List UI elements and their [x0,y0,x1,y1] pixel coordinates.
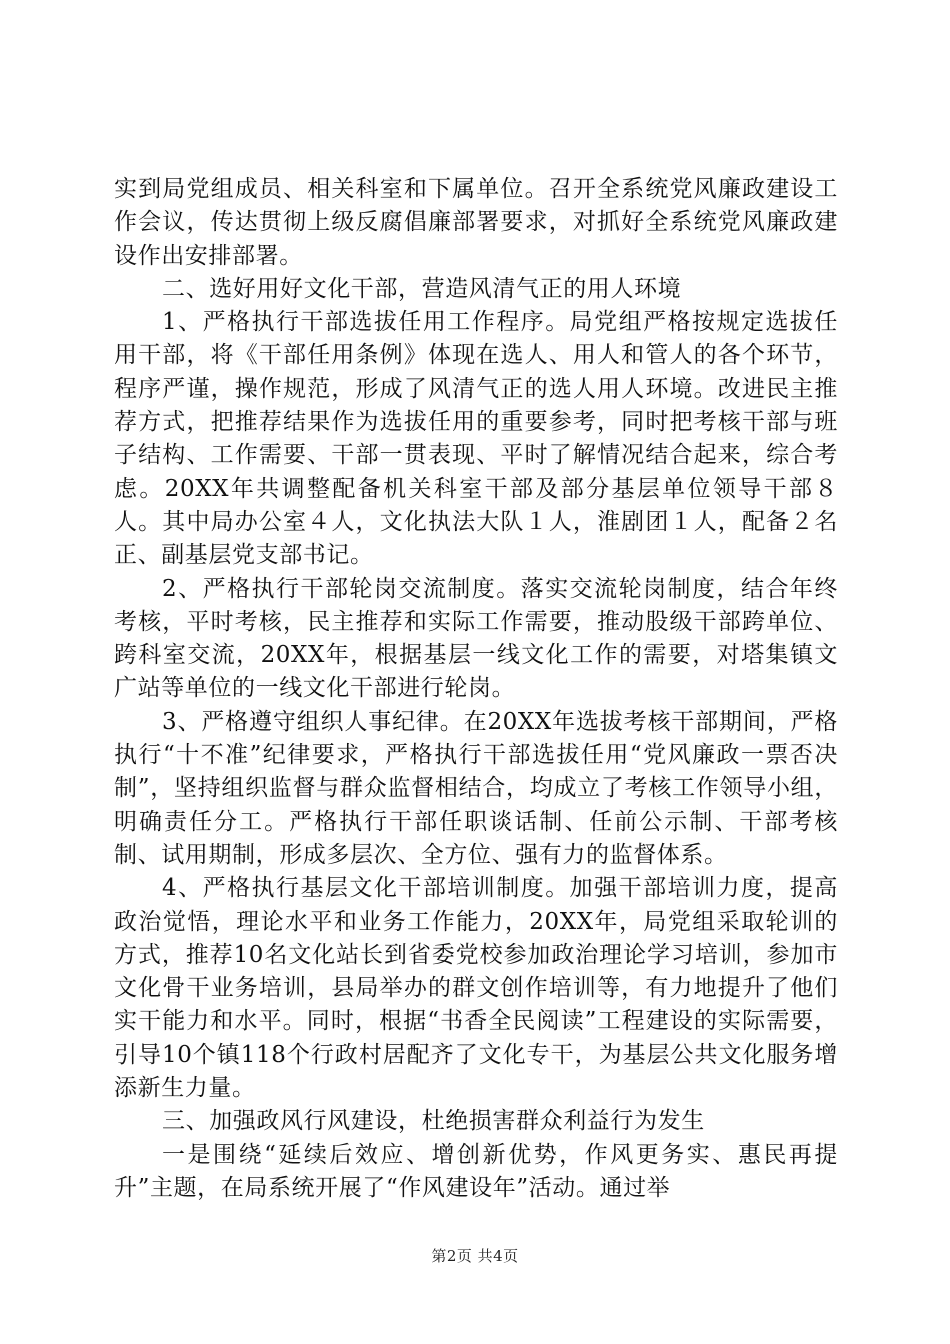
paragraph-item-2: 2、严格执行干部轮岗交流制度。落实交流轮岗制度，结合年终考核，平时考核，民主推荐和实际工作需要，推动股级干部跨单位、跨科室交流，20XX年，根据基层一线文化工作的需要，对塔集镇文广站等单位的一线文化干部进行轮岗。 [114,575,838,702]
section-heading-three: 三、加强政风行风建设，杜绝损害群众利益行为发生 [162,1108,705,1135]
page-number-footer: 第2页 共4页 [431,1247,519,1265]
paragraph-item-4: 4、严格执行基层文化干部培训制度。加强干部培训力度，提高政治觉悟，理论水平和业务工作能力，20XX年，局党组采取轮训的方式，推荐10名文化站长到省委党校参加政治理论学习培训，参加市文化骨干业务培训，县局举办的群文创作培训等，有力地提升了他们实干能力和水平。同时，根据“书香全民阅读”工程建设的实际需要，引导10个镇118个行政村居配齐了文化专干，为基层公共文化服务增添新生力量。 [114,875,838,1102]
document-body [114,173,838,1205]
section-heading-two: 二、选好用好文化干部，营造风清气正的用人环境 [162,275,682,302]
paragraph-continuation: 实到局党组成员、相关科室和下属单位。召开全系统党风廉政建设工作会议，传达贯彻上级反腐倡廉部署要求，对抓好全系统党风廉政建设作出安排部署。 [114,176,838,269]
paragraph-point-one: 一是围绕“延续后效应、增创新优势，作风更务实、惠民再提升”主题，在局系统开展了“作风建设年”活动。通过举 [114,1141,838,1201]
paragraph-item-1: 1、严格执行干部选拔任用工作程序。局党组严格按规定选拔任用干部，将《干部任用条例》体现在选人、用人和管人的各个环节，程序严谨，操作规范，形成了风清气正的选人用人环境。改进民主推荐方式，把推荐结果作为选拔任用的重要参考，同时把考核干部与班子结构、工作需要、干部一贯表现、平时了解情况结合起来，综合考虑。20XX年共调整配备机关科室干部及部分基层单位领导干部８人。其中局办公室４人，文化执法大队１人，淮剧团１人，配备２名正、副基层党支部书记。 [114,309,838,569]
paragraph-item-3: 3、严格遵守组织人事纪律。在20XX年选拔考核干部期间，严格执行“十不准”纪律要求，严格执行干部选拔任用“党风廉政一票否决制”，坚持组织监督与群众监督相结合，均成立了考核工作领导小组，明确责任分工。严格执行干部任职谈话制、任前公示制、干部考核制、试用期制，形成多层次、全方位、强有力的监督体系。 [114,708,838,868]
